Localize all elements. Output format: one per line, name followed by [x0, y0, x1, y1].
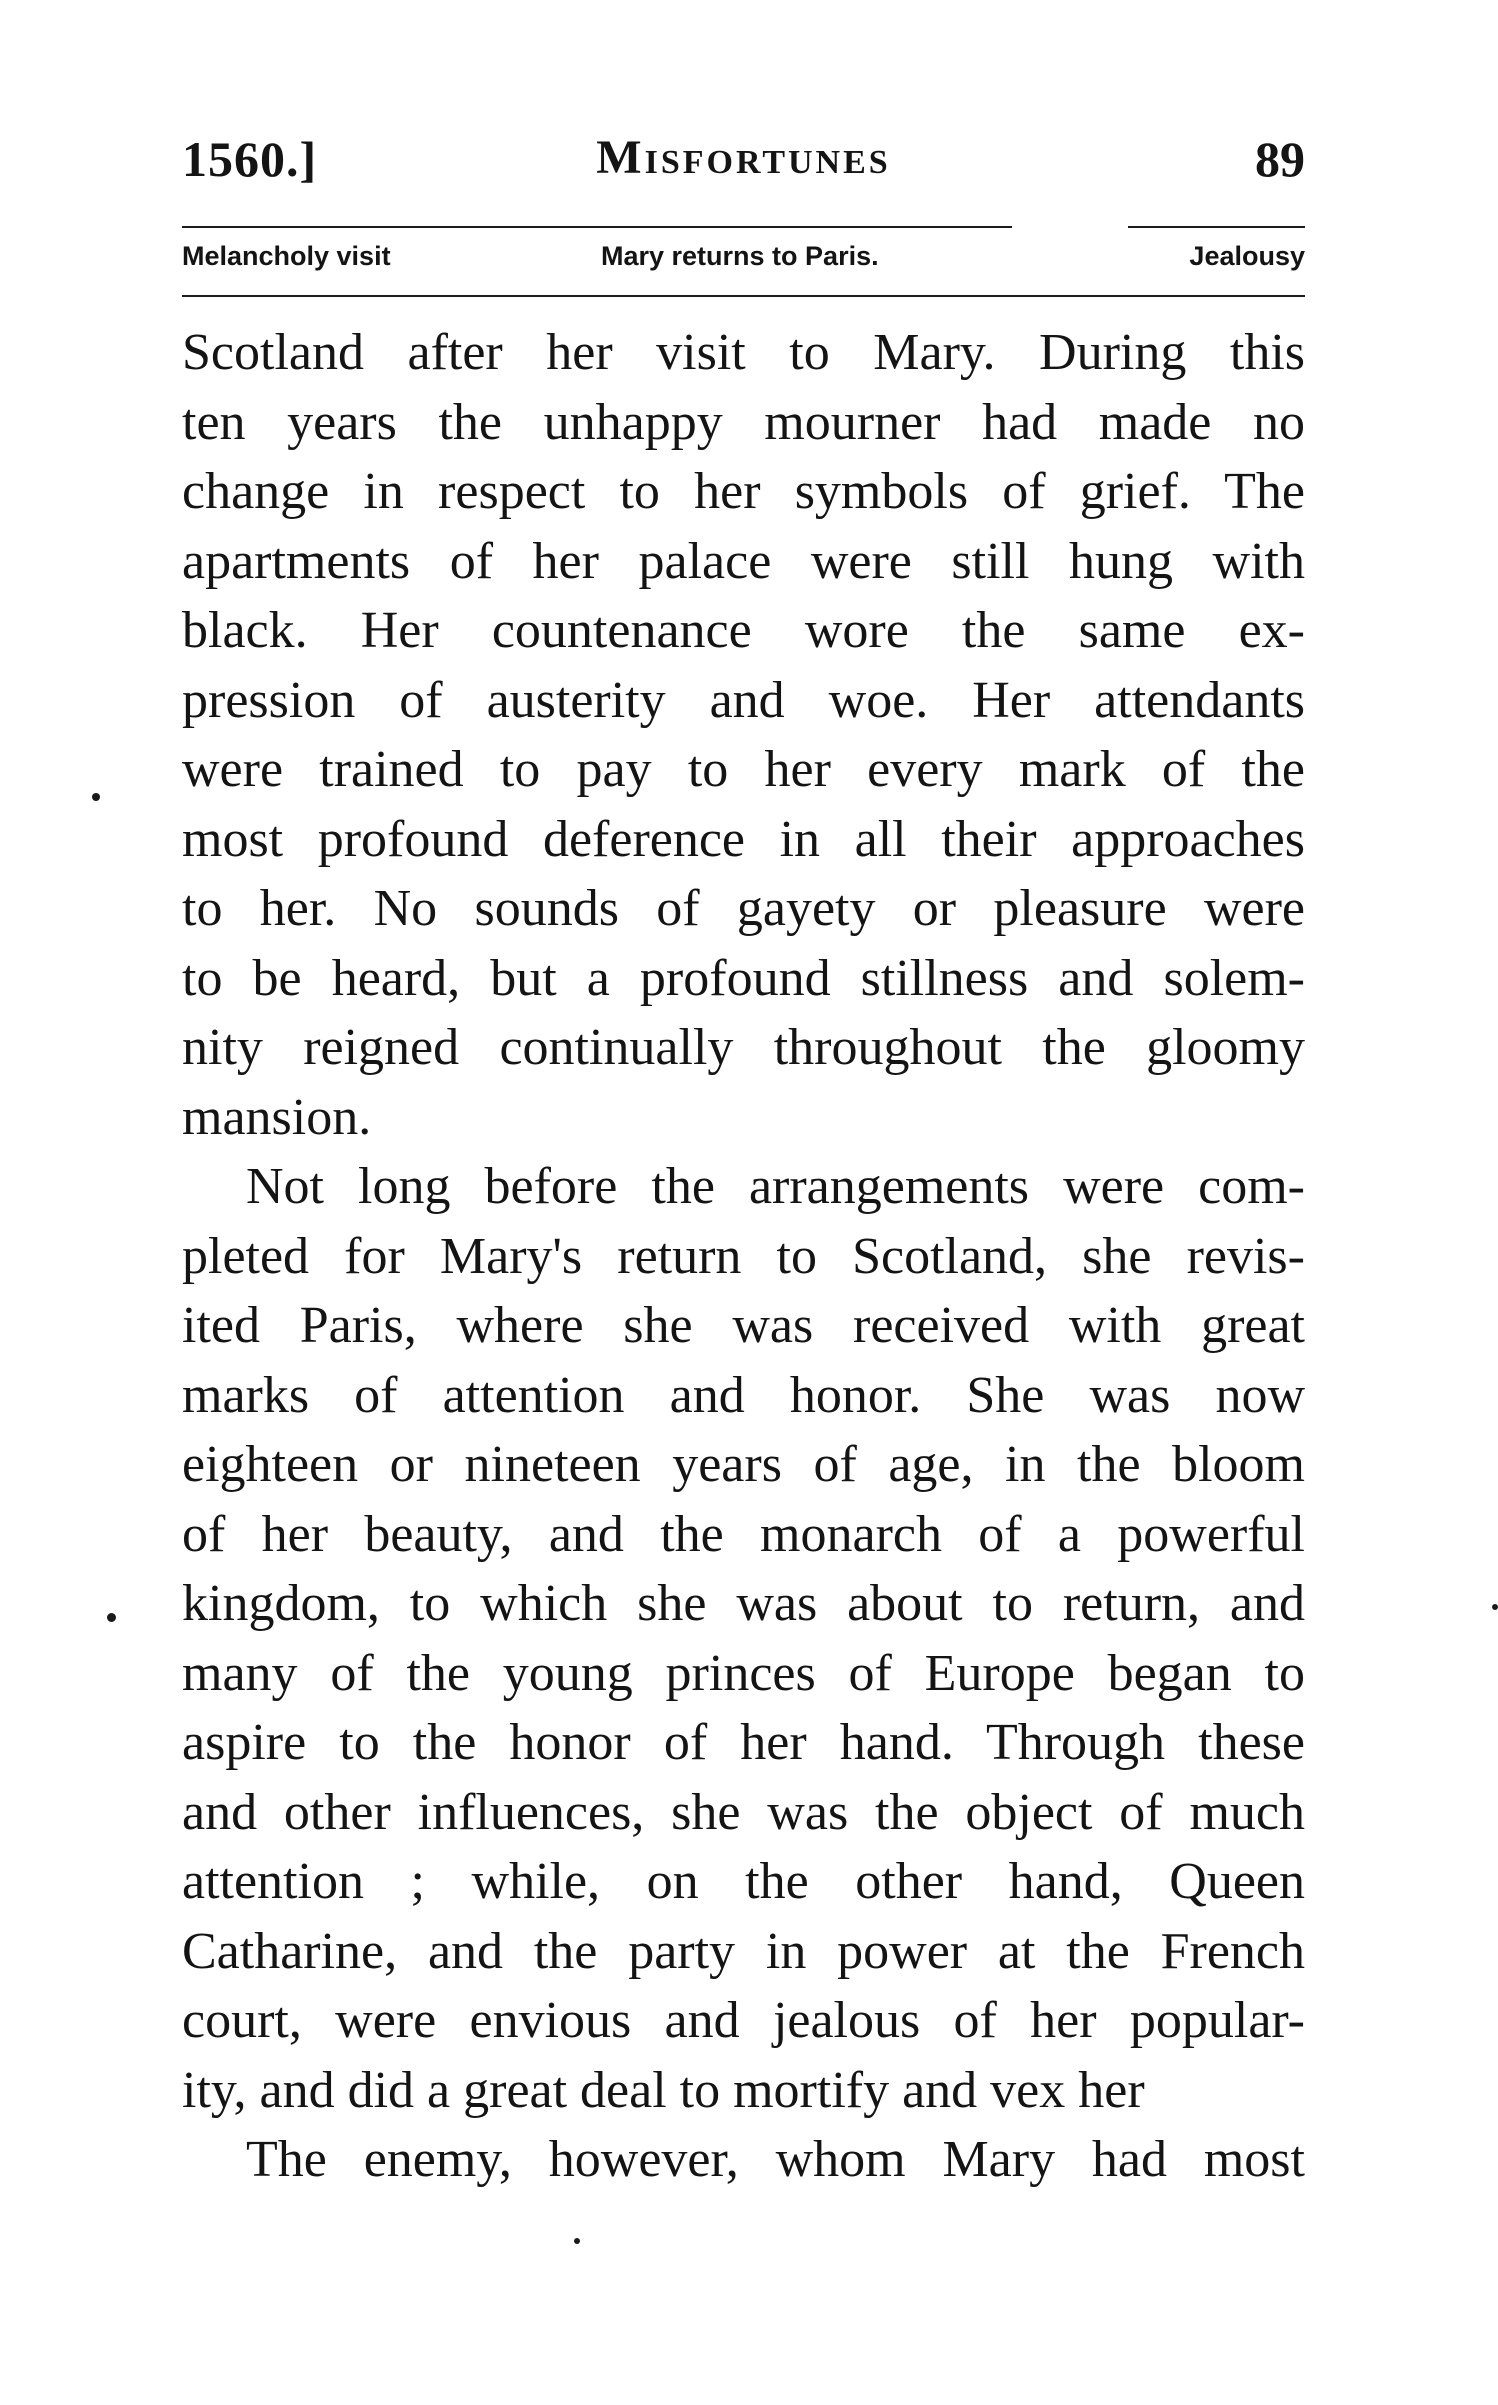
- text-line: attention ; while, on the other hand, Queen: [182, 1853, 1305, 1910]
- text-line: change in respect to her symbols of grief. The: [182, 463, 1305, 520]
- text-line: were trained to pay to her every mark of the: [182, 741, 1305, 798]
- paragraph: [182, 318, 1305, 1152]
- text-line: aspire to the honor of her hand. Through these: [182, 1714, 1305, 1771]
- text-line: Scotland after her visit to Mary. During this: [182, 324, 1305, 381]
- page-number: 89: [1255, 131, 1305, 187]
- text-line: to her. No sounds of gayety or pleasure were: [182, 880, 1305, 937]
- text-line: ity, and did a great deal to mortify and vex her: [182, 2061, 1145, 2119]
- text-line: mansion.: [182, 1088, 372, 1146]
- text-line: The enemy, however, whom Mary had most: [246, 2131, 1305, 2188]
- paragraph: [182, 2125, 1305, 2195]
- running-head-year: 1560.]: [182, 131, 318, 187]
- sidehead-middle: Mary returns to Paris.: [601, 241, 879, 271]
- text-line: to be heard, but a profound stillness and solem-: [182, 949, 1305, 1007]
- text-line: court, were envious and jealous of her popular-: [182, 1992, 1305, 2049]
- print-speck: [574, 2238, 580, 2244]
- text-line: kingdom, to which she was about to return, and: [182, 1575, 1305, 1632]
- header-rule-bottom: [182, 295, 1305, 297]
- text-line: Not long before the arrangements were com-: [246, 1158, 1305, 1215]
- print-speck: [107, 1613, 116, 1622]
- text-line: ten years the unhappy mourner had made no: [182, 393, 1305, 451]
- text-line: black. Her countenance wore the same ex-: [182, 602, 1305, 659]
- header-rule-left: [182, 226, 572, 228]
- text-line: nity reigned continually throughout the gloomy: [182, 1019, 1305, 1076]
- sideheads: [182, 241, 1305, 285]
- text-line: many of the young princes of Europe began to: [182, 1644, 1305, 1702]
- body-text: [182, 318, 1305, 2195]
- running-head-title: Misfortunes: [596, 131, 891, 184]
- text-line: of her beauty, and the monarch of a powerful: [182, 1505, 1305, 1563]
- text-line: most profound deference in all their approaches: [182, 810, 1305, 868]
- text-line: pression of austerity and woe. Her attendants: [182, 671, 1305, 729]
- sidehead-left: Melancholy visit: [182, 241, 391, 271]
- text-line: eighteen or nineteen years of age, in the bloom: [182, 1436, 1305, 1493]
- text-line: marks of attention and honor. She was now: [182, 1366, 1305, 1424]
- text-line: and other influences, she was the object of much: [182, 1783, 1305, 1841]
- text-line: Catharine, and the party in power at the French: [182, 1922, 1305, 1980]
- print-speck: [1492, 1604, 1498, 1610]
- text-line: pleted for Mary's return to Scotland, she revis-: [182, 1227, 1305, 1285]
- sidehead-right: Jealousy: [1189, 241, 1305, 271]
- running-head: [182, 130, 1305, 200]
- text-line: ited Paris, where she was received with great: [182, 1297, 1305, 1354]
- header-rule-right: [1128, 226, 1305, 228]
- paragraph: [182, 1152, 1305, 2125]
- text-line: apartments of her palace were still hung with: [182, 532, 1305, 590]
- print-speck: [92, 793, 100, 801]
- header-rule-middle: [572, 226, 1012, 228]
